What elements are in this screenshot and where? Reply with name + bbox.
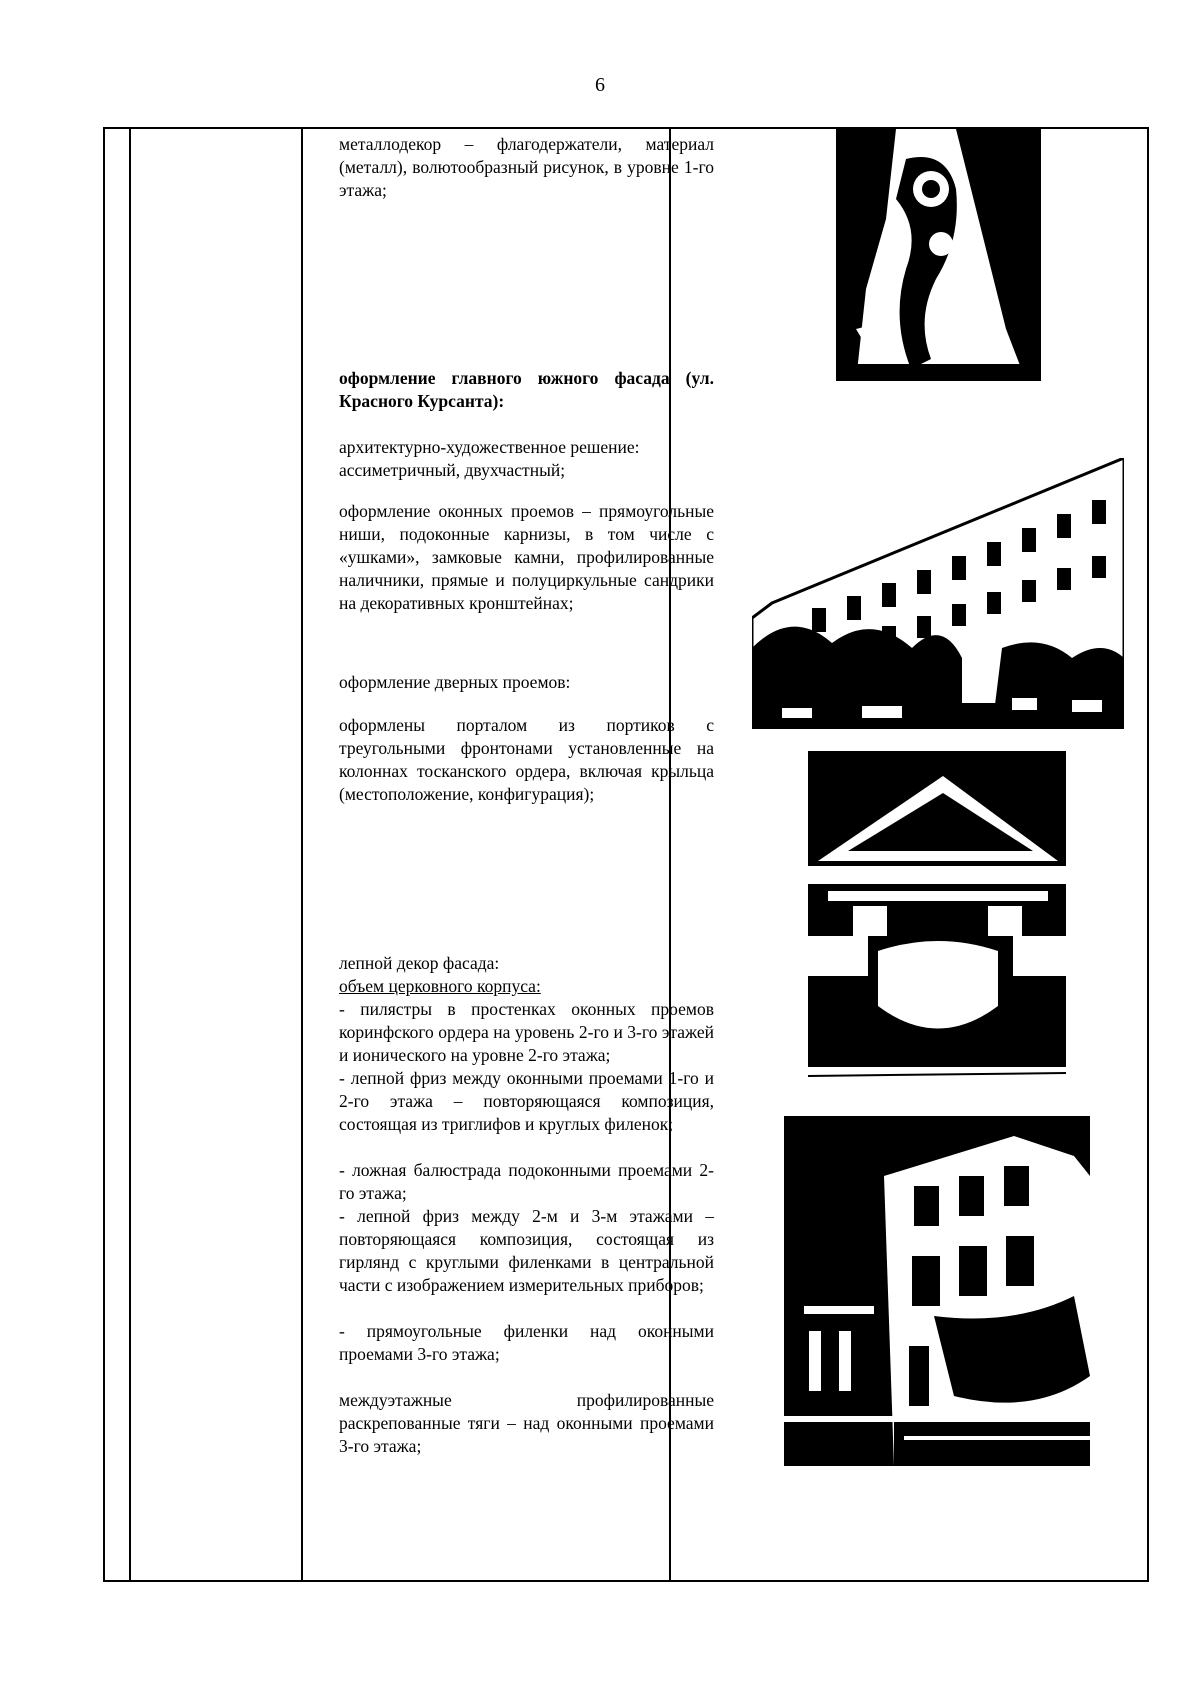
- architectural-solution-text: архитектурно-художественное решение: ассиметричный, двухчастный;: [339, 437, 640, 480]
- cornices-text: междуэтажные профилированные раскрепованные тяги – над оконными проемами 3-го этажа;: [339, 1390, 714, 1456]
- balustrade-text: - ложная балюстрада подоконными проемами 2-го этажа;: [339, 1160, 714, 1203]
- portico-photo: [808, 751, 1066, 1091]
- pilasters-text: - пилястры в простенках оконных проемов коринфского ордера на уровень 2-го и 3-го этажей и ионического на уровне 2-го этажа;: [339, 999, 714, 1065]
- column-divider: [129, 129, 131, 1580]
- south-facade-heading: оформление главного южного фасада (ул. Красного Курсанта):: [339, 368, 714, 411]
- frieze-2-text: - лепной фриз между 2-м и 3-м этажами – повторяющаяся композиция, состоящая из гирлянд с круглыми филенками в центральной части с изображением измерительных приборов;: [339, 1206, 714, 1295]
- flag-holder-photo: [836, 129, 1041, 381]
- column-divider: [301, 129, 303, 1580]
- page-number: 6: [595, 74, 605, 96]
- metallodecor-text: металлодекор – флагодержатели, материал (металл), волютообразный рисунок, в уровне 1-го этажа;: [339, 134, 714, 200]
- door-openings-text: оформлены порталом из портиков с треугольными фронтонами установленные на колоннах тосканского ордера, включая крыльца (местоположение, конфигурация);: [339, 715, 714, 804]
- door-openings-label: оформление дверных проемов:: [339, 672, 571, 692]
- stucco-decor-label: лепной декор фасада:: [339, 953, 500, 973]
- south-facade-photo: [752, 458, 1124, 729]
- window-openings-text: оформление оконных проемов – прямоугольные ниши, подоконные карнизы, в том числе с «ушками», замковые камни, профилированные наличники, прямые и полуциркульные сандрики на декоративных кронштейнах;: [339, 501, 714, 613]
- church-volume-label: объем церковного корпуса:: [339, 976, 541, 996]
- frieze-1-text: - лепной фриз между оконными проемами 1-го и 2-го этажа – повторяющаяся композиция, состоящая из триглифов и круглых филенок;: [339, 1068, 714, 1134]
- panels-text: - прямоугольные филенки над оконными проемами 3-го этажа;: [339, 1321, 714, 1364]
- church-building-photo: [784, 1116, 1090, 1466]
